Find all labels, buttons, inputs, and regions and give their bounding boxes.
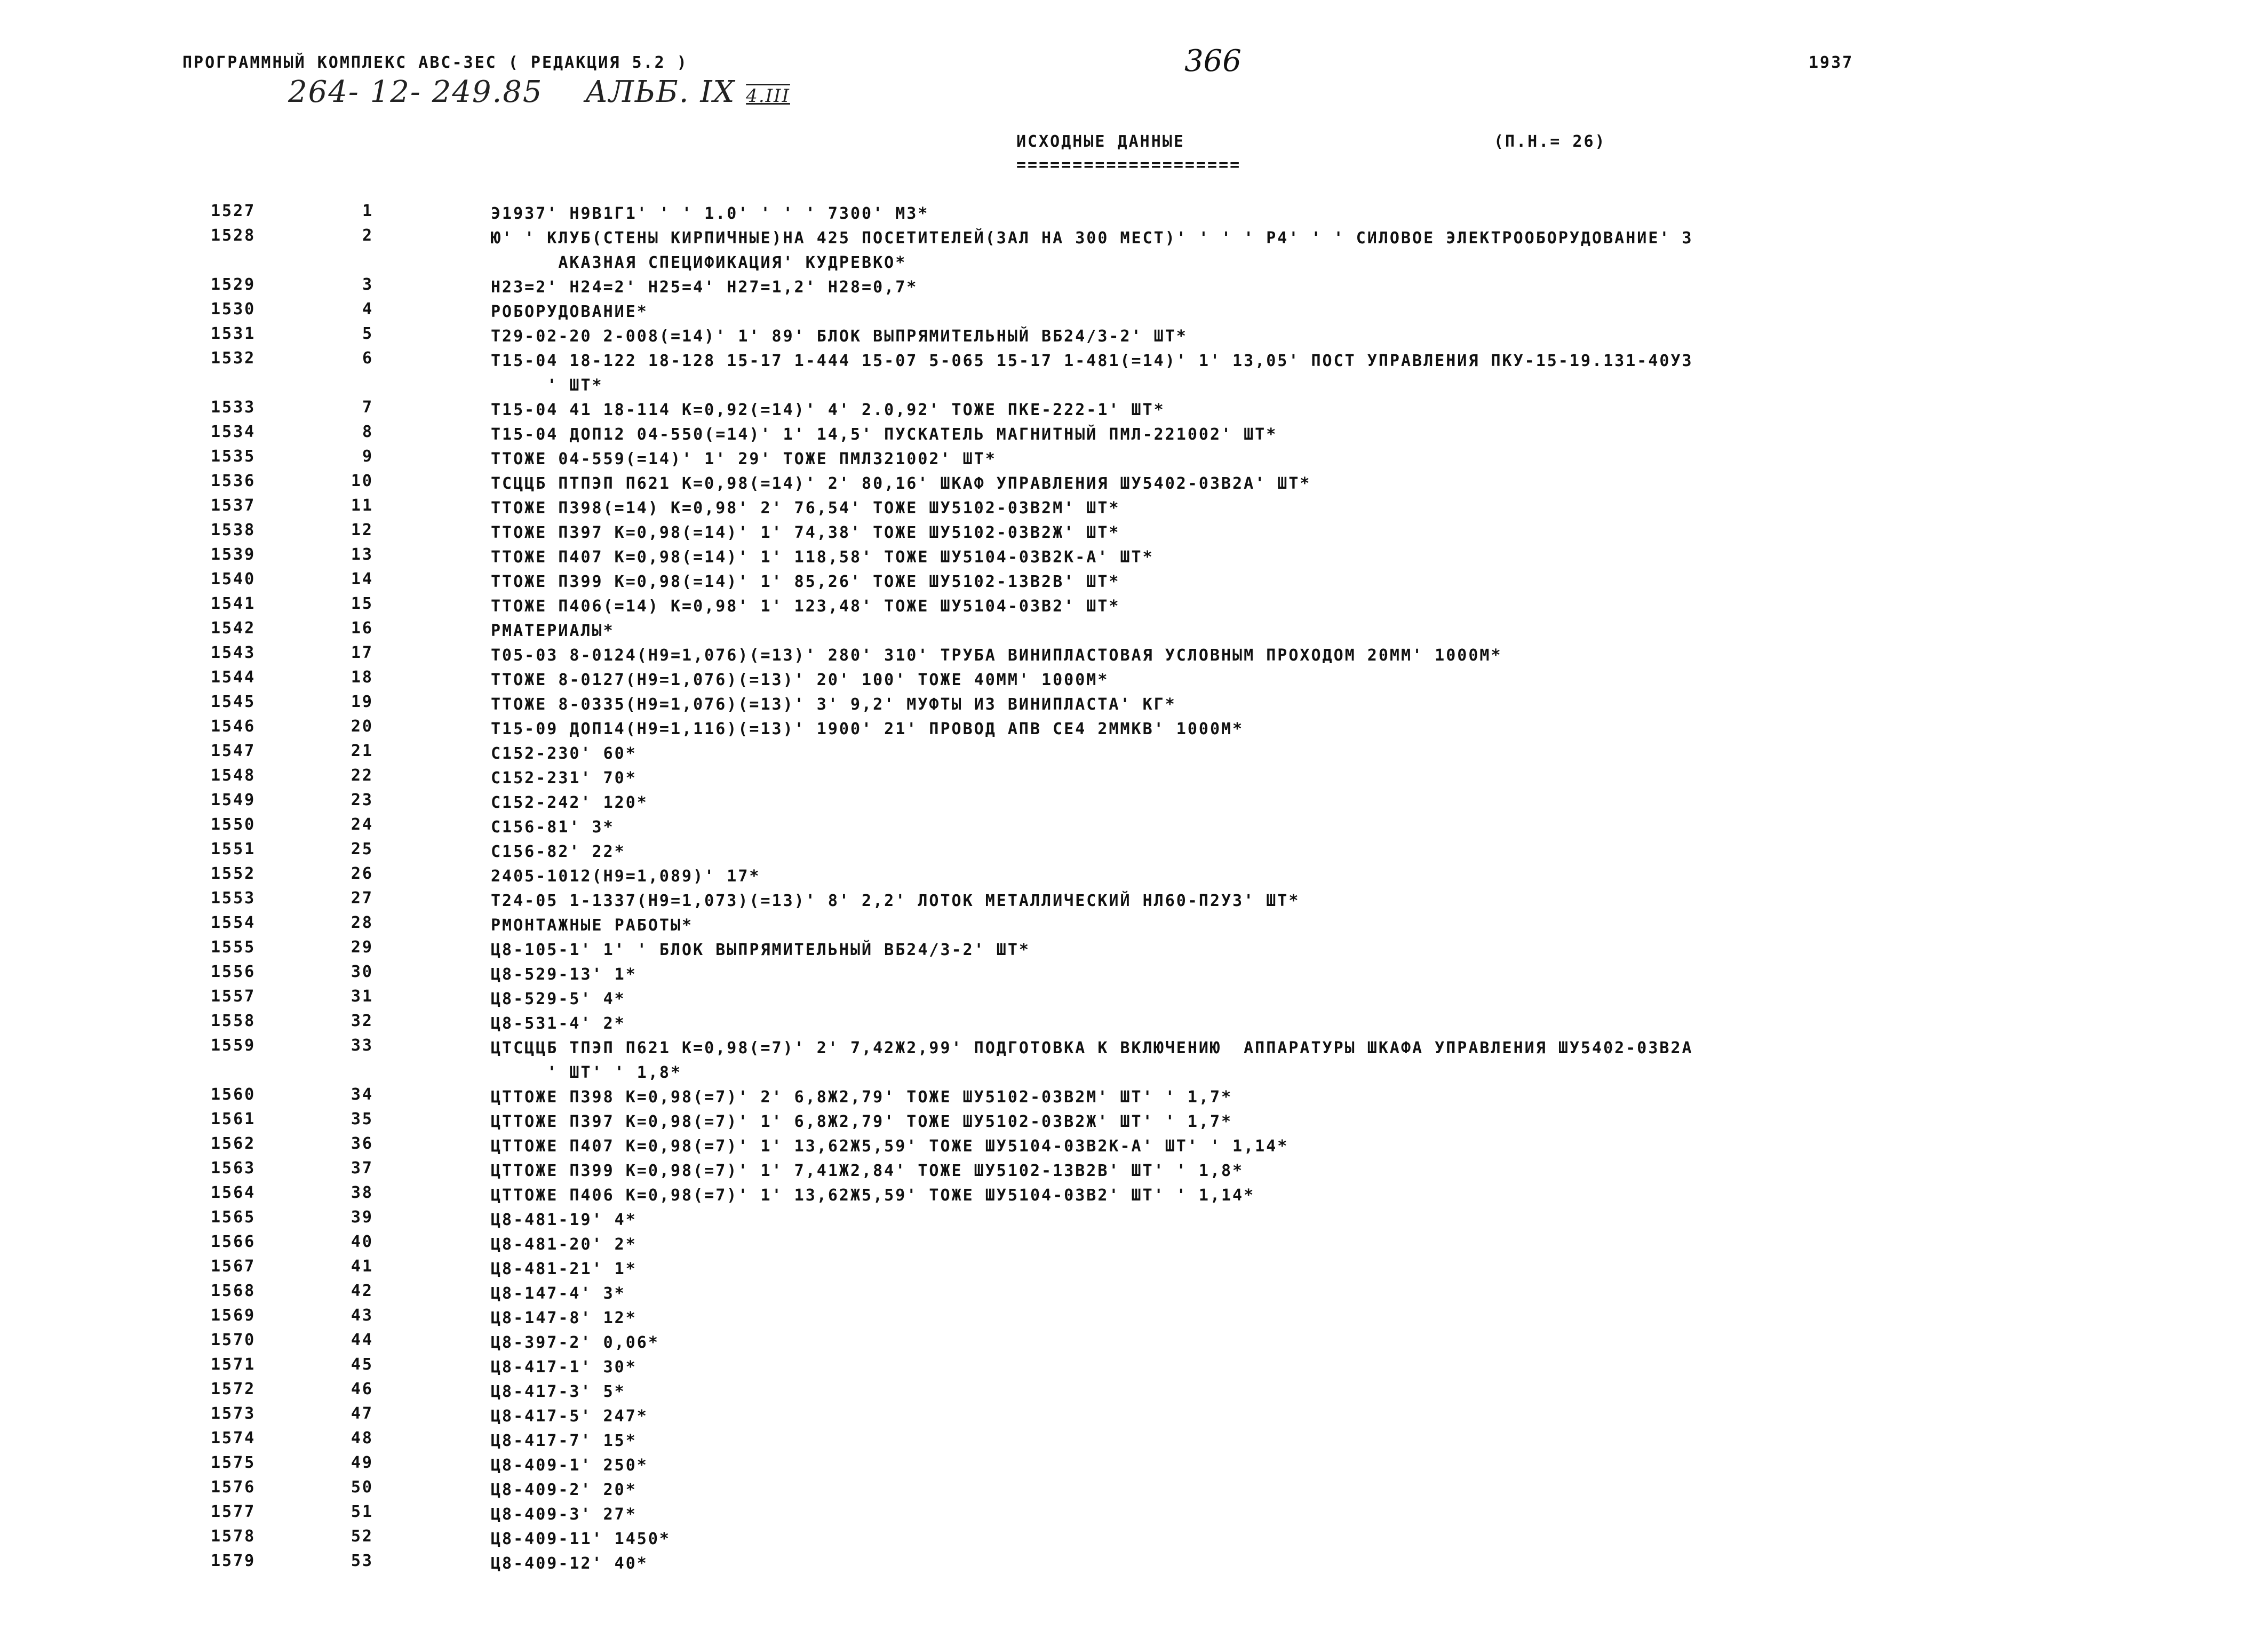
listing-row <box>0 521 2268 545</box>
listing-row <box>0 1306 2268 1331</box>
line-number: 1572 <box>211 1380 256 1398</box>
record-text: Ц8-105-1' 1' ' БЛОК ВЫПРЯМИТЕЛЬНЫЙ ВБ24/3-2' ШТ* <box>491 941 1030 959</box>
listing-row <box>0 1380 2268 1404</box>
listing-row <box>0 447 2268 472</box>
record-index: 51 <box>351 1502 373 1521</box>
line-number: 1542 <box>211 619 256 638</box>
listing-row <box>0 496 2268 521</box>
record-text: Ц8-409-1' 250* <box>491 1456 648 1475</box>
record-index: 8 <box>362 423 373 441</box>
listing-row <box>0 1110 2268 1134</box>
listing-row <box>0 226 2268 275</box>
record-index: 25 <box>351 840 373 858</box>
record-index: 14 <box>351 570 373 589</box>
line-number: 1543 <box>211 643 256 662</box>
record-text: ЦТСЦЦБ ТПЭП П621 К=0,98(=7)' 2' 7,42Ж2,99' ПОДГОТОВКА К ВКЛЮЧЕНИЮ АППАРАТУРЫ ШКАФА УПРАВЛЕНИЯ ШУ5402-03В2А ' ШТ' ' 1,8* <box>491 1039 1693 1082</box>
line-number: 1547 <box>211 742 256 760</box>
record-text: ТСЦЦБ ПТПЭП П621 К=0,98(=14)' 2' 80,16' ШКАФ УПРАВЛЕНИЯ ШУ5402-03В2А' ШТ* <box>491 474 1311 493</box>
record-text: Ц8-147-8' 12* <box>491 1309 637 1327</box>
line-number: 1539 <box>211 545 256 564</box>
record-index: 34 <box>351 1085 373 1104</box>
record-index: 46 <box>351 1380 373 1398</box>
line-number: 1544 <box>211 668 256 687</box>
record-text: Ц8-417-3' 5* <box>491 1382 626 1401</box>
handwritten-note-part: 4.III <box>746 85 790 107</box>
program-title: ПРОГРАММНЫЙ КОМПЛЕКС АВС-ЗЕС ( РЕДАКЦИЯ 5.2 ) <box>182 53 688 72</box>
handwritten-note-code: 264- 12- 249.85 <box>288 75 543 109</box>
record-text: Ц8-481-21' 1* <box>491 1260 637 1278</box>
record-index: 28 <box>351 913 373 932</box>
record-text: Т15-04 ДОП12 04-550(=14)' 1' 14,5' ПУСКАТЕЛЬ МАГНИТНЫЙ ПМЛ-221002' ШТ* <box>491 425 1278 444</box>
record-index: 5 <box>362 324 373 343</box>
record-index: 17 <box>351 643 373 662</box>
listing-row <box>0 300 2268 324</box>
record-text: ТТОЖЕ 04-559(=14)' 1' 29' ТОЖЕ ПМЛ321002' ШТ* <box>491 450 997 468</box>
listing-row <box>0 1208 2268 1233</box>
record-index: 6 <box>362 349 373 368</box>
line-number: 1565 <box>211 1208 256 1227</box>
line-number: 1536 <box>211 472 256 490</box>
line-number: 1549 <box>211 791 256 809</box>
line-number: 1579 <box>211 1552 256 1570</box>
listing-row <box>0 1527 2268 1552</box>
listing-row <box>0 1012 2268 1036</box>
record-text: ТТОЖЕ П397 К=0,98(=14)' 1' 74,38' ТОЖЕ ШУ5102-03В2Ж' ШТ* <box>491 523 1120 542</box>
record-index: 21 <box>351 742 373 760</box>
listing-row <box>0 840 2268 864</box>
line-number: 1550 <box>211 815 256 834</box>
listing-row <box>0 1453 2268 1478</box>
record-index: 15 <box>351 594 373 613</box>
listing-row <box>0 619 2268 643</box>
listing-row <box>0 864 2268 889</box>
record-index: 16 <box>351 619 373 638</box>
record-text: Т24-05 1-1337(Н9=1,073)(=13)' 8' 2,2' ЛОТОК МЕТАЛЛИЧЕСКИЙ НЛ60-П2УЗ' ШТ* <box>491 892 1300 910</box>
record-index: 26 <box>351 864 373 883</box>
record-text: Т29-02-20 2-008(=14)' 1' 89' БЛОК ВЫПРЯМИТЕЛЬНЫЙ ВБ24/3-2' ШТ* <box>491 327 1188 346</box>
record-index: 47 <box>351 1404 373 1423</box>
line-number: 1558 <box>211 1012 256 1030</box>
record-index: 42 <box>351 1282 373 1300</box>
record-index: 43 <box>351 1306 373 1325</box>
record-text: ТТОЖЕ П399 К=0,98(=14)' 1' 85,26' ТОЖЕ ШУ5102-13В2В' ШТ* <box>491 572 1120 591</box>
record-index: 10 <box>351 472 373 490</box>
record-text: Ц8-417-1' 30* <box>491 1358 637 1377</box>
line-number: 1570 <box>211 1331 256 1349</box>
record-text: Ю' ' КЛУБ(СТЕНЫ КИРПИЧНЫЕ)НА 425 ПОСЕТИТЕЛЕЙ(ЗАЛ НА 300 МЕСТ)' ' ' ' Р4' ' ' СИЛОВОЕ ЭЛЕКТРООБОРУДОВАНИЕ' З АКАЗНАЯ СПЕЦИФИКАЦИЯ' КУДРЕВКО* <box>491 229 1693 272</box>
listing-row <box>0 643 2268 668</box>
listing-row <box>0 423 2268 447</box>
listing-row <box>0 545 2268 570</box>
listing-row <box>0 570 2268 594</box>
record-index: 2 <box>362 226 373 245</box>
record-text: Ц8-481-19' 4* <box>491 1211 637 1229</box>
line-number: 1546 <box>211 717 256 736</box>
title-underline: ==================== <box>1016 156 1242 174</box>
line-number: 1561 <box>211 1110 256 1128</box>
record-index: 23 <box>351 791 373 809</box>
line-number: 1527 <box>211 202 256 220</box>
record-text: РМОНТАЖНЫЕ РАБОТЫ* <box>491 916 694 935</box>
listing-row <box>0 987 2268 1012</box>
listing-row <box>0 1282 2268 1306</box>
record-text: ЦТТОЖЕ П407 К=0,98(=7)' 1' 13,62Ж5,59' ТОЖЕ ШУ5104-03В2К-А' ШТ' ' 1,14* <box>491 1137 1289 1156</box>
line-number: 1538 <box>211 521 256 539</box>
record-text: ТТОЖЕ П406(=14) К=0,98' 1' 123,48' ТОЖЕ ШУ5104-03В2' ШТ* <box>491 597 1120 616</box>
line-number: 1564 <box>211 1183 256 1202</box>
line-number: 1567 <box>211 1257 256 1276</box>
listing-row <box>0 938 2268 963</box>
record-index: 52 <box>351 1527 373 1546</box>
listing-row <box>0 1134 2268 1159</box>
record-index: 30 <box>351 963 373 981</box>
record-index: 27 <box>351 889 373 908</box>
line-number: 1551 <box>211 840 256 858</box>
line-number: 1540 <box>211 570 256 589</box>
record-text: Ц8-417-5' 247* <box>491 1407 648 1426</box>
record-text: РМАТЕРИАЛЫ* <box>491 622 615 640</box>
line-number: 1533 <box>211 398 256 417</box>
listing-row <box>0 472 2268 496</box>
record-index: 31 <box>351 987 373 1006</box>
line-number: 1537 <box>211 496 256 515</box>
listing-row <box>0 1331 2268 1355</box>
record-index: 20 <box>351 717 373 736</box>
record-index: 33 <box>351 1036 373 1055</box>
record-text: Ц8-409-11' 1450* <box>491 1530 671 1548</box>
line-number: 1548 <box>211 766 256 785</box>
line-number: 1552 <box>211 864 256 883</box>
line-number: 1563 <box>211 1159 256 1178</box>
record-text: ЦТТОЖЕ П397 К=0,98(=7)' 1' 6,8Ж2,79' ТОЖЕ ШУ5102-03В2Ж' ШТ' ' 1,7* <box>491 1112 1233 1131</box>
record-text: ЦТТОЖЕ П399 К=0,98(=7)' 1' 7,41Ж2,84' ТОЖЕ ШУ5102-13В2В' ШТ' ' 1,8* <box>491 1162 1244 1180</box>
listing-row <box>0 791 2268 815</box>
listing-row <box>0 1429 2268 1453</box>
record-index: 18 <box>351 668 373 687</box>
listing-row <box>0 1085 2268 1110</box>
record-index: 32 <box>351 1012 373 1030</box>
record-text: РОБОРУДОВАНИЕ* <box>491 303 648 321</box>
record-index: 12 <box>351 521 373 539</box>
listing-row <box>0 913 2268 938</box>
record-index: 41 <box>351 1257 373 1276</box>
record-index: 38 <box>351 1183 373 1202</box>
record-text: Т05-03 8-0124(Н9=1,076)(=13)' 280' 310' ТРУБА ВИНИПЛАСТОВАЯ УСЛОВНЫМ ПРОХОДОМ 20ММ' 1000М* <box>491 646 1502 665</box>
record-index: 22 <box>351 766 373 785</box>
listing-row <box>0 1355 2268 1380</box>
record-text: Ц8-397-2' 0,06* <box>491 1333 659 1352</box>
record-text: Ц8-409-3' 27* <box>491 1505 637 1524</box>
listing-row <box>0 668 2268 693</box>
line-number: 1555 <box>211 938 256 957</box>
data-listing <box>0 202 2268 1576</box>
record-text: Ц8-409-12' 40* <box>491 1554 648 1573</box>
record-text: С152-231' 70* <box>491 769 637 788</box>
line-number: 1575 <box>211 1453 256 1472</box>
record-text: С156-81' 3* <box>491 818 615 837</box>
listing-row <box>0 963 2268 987</box>
listing-row <box>0 1502 2268 1527</box>
record-index: 44 <box>351 1331 373 1349</box>
listing-row <box>0 889 2268 913</box>
record-text: С152-242' 120* <box>491 793 648 812</box>
record-index: 24 <box>351 815 373 834</box>
listing-row <box>0 275 2268 300</box>
record-index: 13 <box>351 545 373 564</box>
listing-row <box>0 594 2268 619</box>
record-index: 29 <box>351 938 373 957</box>
line-number: 1541 <box>211 594 256 613</box>
line-number: 1553 <box>211 889 256 908</box>
line-number: 1576 <box>211 1478 256 1497</box>
record-index: 4 <box>362 300 373 319</box>
line-number: 1568 <box>211 1282 256 1300</box>
line-number: 1560 <box>211 1085 256 1104</box>
line-number: 1530 <box>211 300 256 319</box>
listing-row <box>0 1036 2268 1085</box>
line-number: 1529 <box>211 275 256 294</box>
record-index: 19 <box>351 693 373 711</box>
listing-row <box>0 1257 2268 1282</box>
line-number: 1557 <box>211 987 256 1006</box>
listing-row <box>0 717 2268 742</box>
record-index: 3 <box>362 275 373 294</box>
record-text: ТТОЖЕ 8-0127(Н9=1,076)(=13)' 20' 100' ТОЖЕ 40ММ' 1000М* <box>491 671 1109 689</box>
record-text: Ц8-531-4' 2* <box>491 1014 626 1033</box>
pn-counter: (П.Н.= 26) <box>1494 132 1606 151</box>
record-text: Ц8-417-7' 15* <box>491 1432 637 1450</box>
record-text: Т15-04 18-122 18-128 15-17 1-444 15-07 5-065 15-17 1-481(=14)' 1' 13,05' ПОСТ УПРАВЛЕНИЯ ПКУ-15-19.131-40УЗ ' ШТ* <box>491 352 1693 395</box>
line-number: 1571 <box>211 1355 256 1374</box>
listing-row <box>0 1404 2268 1429</box>
line-number: 1554 <box>211 913 256 932</box>
line-number: 1578 <box>211 1527 256 1546</box>
record-text: Э1937' Н9В1Г1' ' ' 1.0' ' ' ' 7300' МЗ* <box>491 204 929 223</box>
record-text: Н23=2' Н24=2' Н25=4' Н27=1,2' Н28=0,7* <box>491 278 918 297</box>
record-index: 49 <box>351 1453 373 1472</box>
line-number: 1532 <box>211 349 256 368</box>
line-number: 1566 <box>211 1233 256 1251</box>
line-number: 1559 <box>211 1036 256 1055</box>
line-number: 1531 <box>211 324 256 343</box>
record-text: Т15-09 ДОП14(Н9=1,116)(=13)' 1900' 21' ПРОВОД АПВ СЕ4 2ММКВ' 1000М* <box>491 720 1244 738</box>
page-title: ИСХОДНЫЕ ДАННЫЕ <box>1016 132 1185 151</box>
handwritten-note-album: АЛЬБ. IX <box>585 75 736 109</box>
record-text: ЦТТОЖЕ П406 К=0,98(=7)' 1' 13,62Ж5,59' ТОЖЕ ШУ5104-03В2' ШТ' ' 1,14* <box>491 1186 1255 1205</box>
line-number: 1569 <box>211 1306 256 1325</box>
handwritten-page-number: 366 <box>1184 44 1242 78</box>
listing-row <box>0 1233 2268 1257</box>
record-index: 1 <box>362 202 373 220</box>
record-text: ЦТТОЖЕ П398 К=0,98(=7)' 2' 6,8Ж2,79' ТОЖЕ ШУ5102-03В2М' ШТ' ' 1,7* <box>491 1088 1233 1107</box>
listing-row <box>0 1159 2268 1183</box>
record-index: 37 <box>351 1159 373 1178</box>
record-text: ТТОЖЕ П398(=14) К=0,98' 2' 76,54' ТОЖЕ ШУ5102-03В2М' ШТ* <box>491 499 1120 518</box>
record-index: 39 <box>351 1208 373 1227</box>
line-number: 1534 <box>211 423 256 441</box>
listing-row <box>0 742 2268 766</box>
line-number: 1562 <box>211 1134 256 1153</box>
line-number: 1545 <box>211 693 256 711</box>
line-number: 1535 <box>211 447 256 466</box>
record-index: 35 <box>351 1110 373 1128</box>
record-index: 11 <box>351 496 373 515</box>
record-text: Ц8-529-5' 4* <box>491 990 626 1008</box>
line-number: 1574 <box>211 1429 256 1448</box>
record-text: С156-82' 22* <box>491 842 626 861</box>
record-text: Ц8-409-2' 20* <box>491 1481 637 1499</box>
listing-row <box>0 1552 2268 1576</box>
line-number: 1573 <box>211 1404 256 1423</box>
record-text: Ц8-147-4' 3* <box>491 1284 626 1303</box>
listing-row <box>0 1478 2268 1502</box>
listing-row <box>0 1183 2268 1208</box>
record-text: Т15-04 41 18-114 К=0,92(=14)' 4' 2.0,92' ТОЖЕ ПКЕ-222-1' ШТ* <box>491 401 1165 419</box>
listing-row <box>0 324 2268 349</box>
record-text: Ц8-529-13' 1* <box>491 965 637 984</box>
record-index: 50 <box>351 1478 373 1497</box>
record-text: ТТОЖЕ 8-0335(Н9=1,076)(=13)' 3' 9,2' МУФТЫ ИЗ ВИНИПЛАСТА' КГ* <box>491 695 1176 714</box>
listing-row <box>0 815 2268 840</box>
record-index: 48 <box>351 1429 373 1448</box>
listing-row <box>0 349 2268 398</box>
record-index: 7 <box>362 398 373 417</box>
listing-row <box>0 202 2268 226</box>
record-index: 45 <box>351 1355 373 1374</box>
listing-row <box>0 766 2268 791</box>
handwritten-note <box>288 75 790 109</box>
record-index: 53 <box>351 1552 373 1570</box>
line-number: 1556 <box>211 963 256 981</box>
year-code: 1937 <box>1809 53 1854 72</box>
record-index: 40 <box>351 1233 373 1251</box>
record-index: 36 <box>351 1134 373 1153</box>
record-index: 9 <box>362 447 373 466</box>
listing-row <box>0 693 2268 717</box>
line-number: 1528 <box>211 226 256 245</box>
record-text: Ц8-481-20' 2* <box>491 1235 637 1254</box>
record-text: С152-230' 60* <box>491 744 637 763</box>
record-text: 2405-1012(Н9=1,089)' 17* <box>491 867 761 886</box>
line-number: 1577 <box>211 1502 256 1521</box>
record-text: ТТОЖЕ П407 К=0,98(=14)' 1' 118,58' ТОЖЕ ШУ5104-03В2К-А' ШТ* <box>491 548 1154 567</box>
listing-row <box>0 398 2268 423</box>
